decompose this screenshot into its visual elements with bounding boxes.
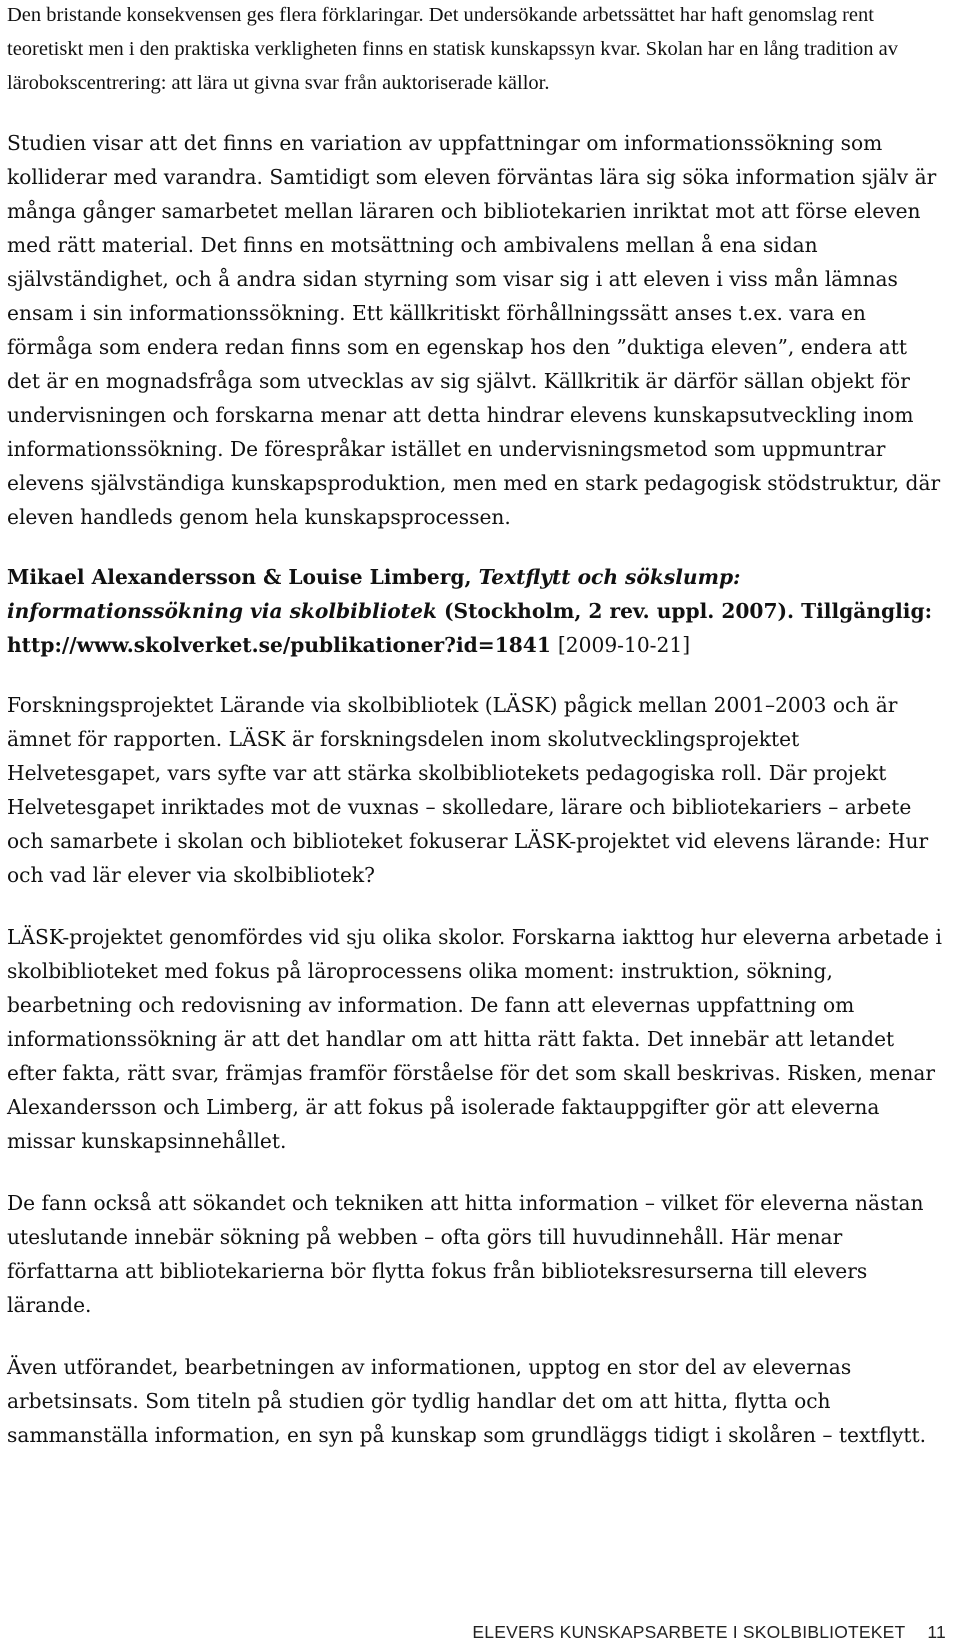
reference-publisher: (Stockholm, 2 rev. uppl. 2007). Tillgänglig:	[443, 599, 933, 623]
document-page	[7, 0, 942, 1452]
reference-accessed-date: [2009-10-21]	[557, 633, 691, 657]
running-title: ELEVERS KUNSKAPSARBETE I SKOLBIBLIOTEKET	[472, 1622, 906, 1642]
sentence-capability: vara en förmåga som endera redan finns som en egenskap hos den ”duktiga eleven”, endera att det är en mognadsfråga som utvecklas av sig självt.	[7, 301, 907, 393]
paragraph-search-technique: De fann också att sökandet och tekniken att hitta information – vilket för eleverna nästan uteslutande innebär sökning på webben – ofta görs till huvudinnehåll. Här menar författarna att bibliotekarierna bör flytta fokus från biblioteksresurserna till elevers lärande.	[7, 1191, 924, 1317]
sentence-variation: Studien visar att det finns en variation av uppfattningar om informationssökning som kolliderar med varandra.	[7, 131, 883, 189]
reference-authors: Mikael Alexandersson & Louise Limberg,	[7, 565, 472, 589]
reference-title: Textflytt och sökslump: informationssökning via skolbibliotek	[7, 565, 741, 623]
page-number: 11	[927, 1622, 946, 1642]
sentence-collaboration: Samtidigt som eleven förväntas lära sig söka information själv är många gånger samarbetet mellan läraren och bibliotekarien inriktat mot att förse eleven med rätt material.	[7, 165, 937, 257]
page-footer	[472, 1622, 946, 1643]
reference-citation	[7, 560, 942, 662]
sentence-source-criticism: Källkritik är därför sällan objekt för undervisningen och forskarna menar att detta hindrar elevens kunskapsutveckling inom informationssökning.	[7, 369, 914, 461]
reference-url[interactable]: http://www.skolverket.se/publikationer?id=1841	[7, 633, 551, 657]
sentence-recommendation: De förespråkar istället en undervisningsmetod som uppmuntrar elevens självständiga kunskapsproduktion, men med en stark pedagogisk stödstruktur, där eleven handleds genom hela kunskapsprocessen.	[7, 437, 941, 529]
paragraph-study-findings	[7, 126, 942, 534]
paragraph-execution: Även utförandet, bearbetningen av informationen, upptog en stor del av elevernas arbetsinsats. Som titeln på studien gör tydlig handlar det om att hitta, flytta och sammanställa information, en syn på kunskap som grundläggs tidigt i skolåren – textflytt.	[7, 1355, 926, 1447]
paragraph-explanations: Den bristande konsekvensen ges flera förklaringar. Det undersökande arbetssättet har haft genomslag rent teoretiskt men i den praktiska verkligheten finns en statisk kunskapssyn kvar. Skolan har en lång tradition av lärobokscentrering: att lära ut givna svar från auktoriserade källor.	[7, 4, 898, 94]
sentence-ambivalence: Det finns en motsättning och ambivalens mellan å ena sidan självständighet, och å andra sidan styrning som visar sig i att eleven i viss mån lämnas ensam i sin informationssökning. Ett källkritiskt förhållningssätt anses t.ex.	[7, 233, 898, 325]
paragraph-lask-schools: LÄSK-projektet genomfördes vid sju olika skolor. Forskarna iakttog hur eleverna arbetade i skolbiblioteket med fokus på läroprocessens olika moment: instruktion, sökning, bearbetning och redovisning av information. De fann att elevernas uppfattning om informationssökning är att det handlar om att hitta rätt fakta. Det innebär att letandet efter fakta, rätt svar, främjas framför förståelse för det som skall beskrivas. Risken, menar Alexandersson och Limberg, är att fokus på isolerade faktauppgifter gör att eleverna missar kunskapsinnehållet.	[7, 925, 942, 1153]
paragraph-lask-project: Forskningsprojektet Lärande via skolbibliotek (LÄSK) pågick mellan 2001–2003 och är ämnet för rapporten. LÄSK är forskningsdelen inom skolutvecklingsprojektet Helvetesgapet, vars syfte var att stärka skolbibliotekets pedagogiska roll. Där projekt Helvetesgapet inriktades mot de vuxnas – skolledare, lärare och bibliotekariers – arbete och samarbete i skolan och biblioteket fokuserar LÄSK-projektet vid elevens lärande: Hur och vad lär elever via skolbibliotek?	[7, 693, 929, 887]
